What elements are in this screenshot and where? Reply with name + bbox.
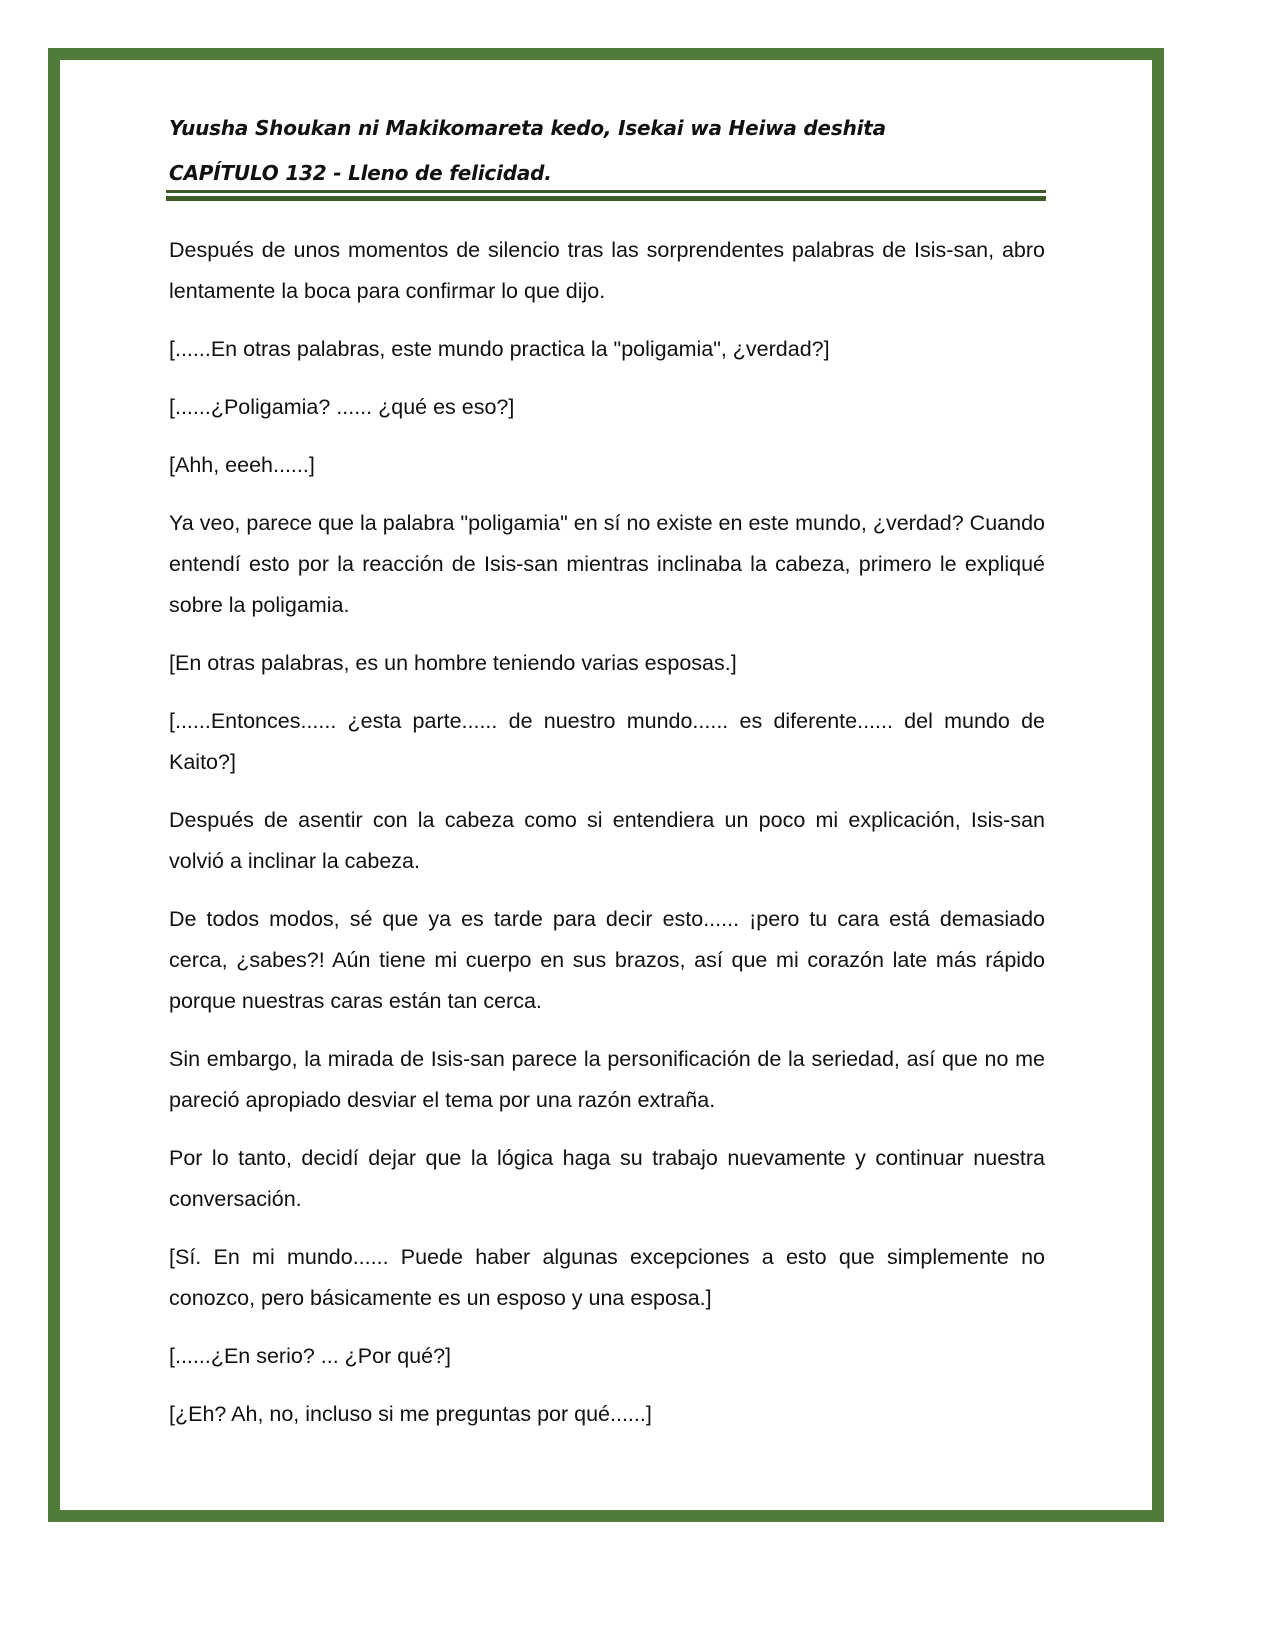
page-content	[169, 110, 1045, 1452]
chapter-title: CAPÍTULO 132 - Lleno de felicidad.	[169, 161, 552, 185]
paragraph: [......Entonces...... ¿esta parte...... de nuestro mundo...... es diferente...... del mundo de Kaito?]	[169, 709, 1045, 774]
paragraph: Ya veo, parece que la palabra "poligamia" en sí no existe en este mundo, ¿verdad? Cuando entendí esto por la reacción de Isis-san mientras inclinaba la cabeza, primero le expliqué sobre la poligamia.	[169, 511, 1045, 617]
paragraph: [En otras palabras, es un hombre teniendo varias esposas.]	[169, 651, 737, 675]
paragraph: Por lo tanto, decidí dejar que la lógica haga su trabajo nuevamente y continuar nuestra conversación.	[169, 1146, 1045, 1211]
paragraph: [......¿En serio? ... ¿Por qué?]	[169, 1344, 452, 1368]
paragraph: [......En otras palabras, este mundo practica la "poligamia", ¿verdad?]	[169, 337, 830, 361]
paragraph: De todos modos, sé que ya es tarde para decir esto...... ¡pero tu cara está demasiado cerca, ¿sabes?! Aún tiene mi cuerpo en sus brazos, así que mi corazón late más rápido porque nuestras caras están tan cerca.	[169, 907, 1045, 1013]
chapter-body	[169, 230, 1045, 1435]
paragraph: [Sí. En mi mundo...... Puede haber algunas excepciones a esto que simplemente no conozco, pero básicamente es un esposo y una esposa.]	[169, 1245, 1045, 1310]
paragraph: [......¿Poligamia? ...... ¿qué es eso?]	[169, 395, 515, 419]
paragraph: [Ahh, eeeh......]	[169, 453, 315, 477]
paragraph: Después de unos momentos de silencio tras las sorprendentes palabras de Isis-san, abro lentamente la boca para confirmar lo que dijo.	[169, 238, 1045, 303]
paragraph: Después de asentir con la cabeza como si entendiera un poco mi explicación, Isis-san volvió a inclinar la cabeza.	[169, 808, 1045, 873]
paragraph: Sin embargo, la mirada de Isis-san parece la personificación de la seriedad, así que no me pareció apropiado desviar el tema por una razón extraña.	[169, 1047, 1045, 1112]
series-title: Yuusha Shoukan ni Makikomareta kedo, Isekai wa Heiwa deshita	[169, 116, 886, 140]
paragraph: [¿Eh? Ah, no, incluso si me preguntas por qué......]	[169, 1402, 652, 1426]
header-rule-thick	[166, 196, 1046, 201]
header-rule-thin	[166, 190, 1046, 193]
